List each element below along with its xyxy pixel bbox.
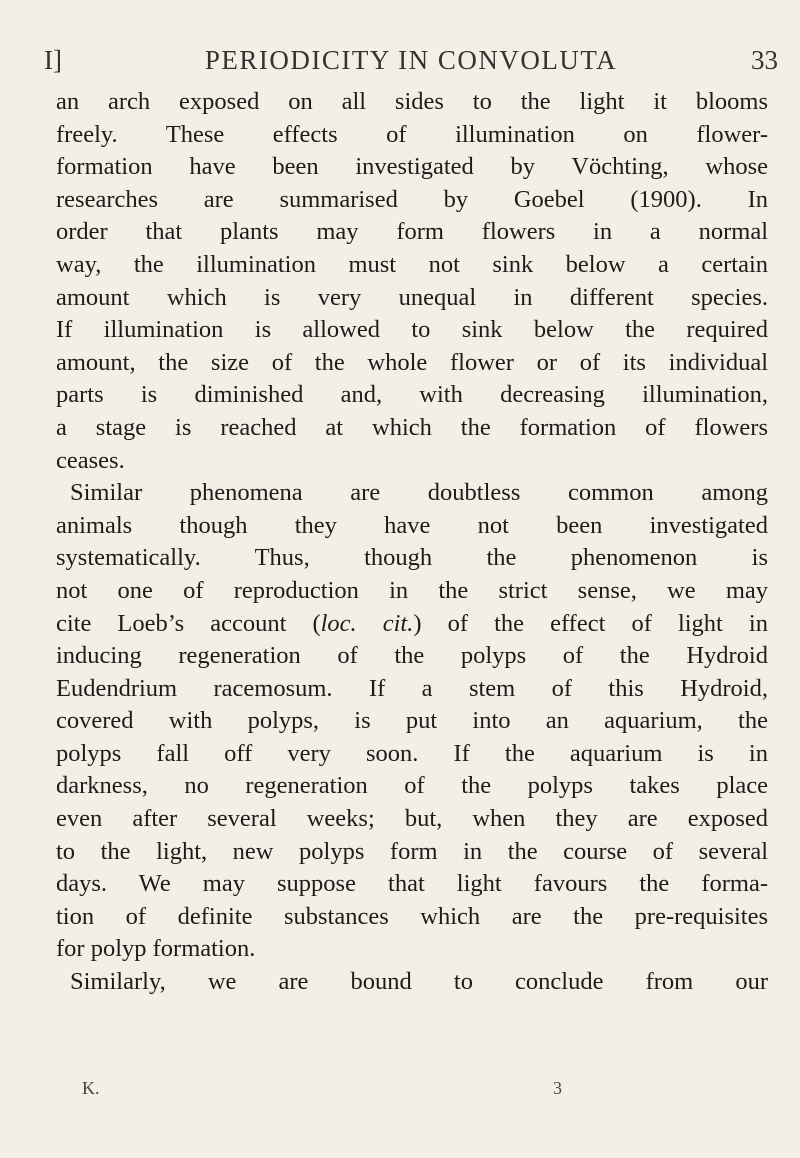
text-line: way, the illumination must not sink below a certain (56, 250, 768, 278)
text-line: Similar phenomena are doubtless common among (70, 479, 768, 507)
italic-citation: loc. cit. (320, 609, 414, 637)
text-line: Similarly, we are bound to conclude from our (70, 968, 768, 996)
text-line: even after several weeks; but, when they are exposed (56, 805, 768, 833)
text-line: covered with polyps, is put into an aquarium, the (56, 707, 768, 735)
text-line: Eudendrium racemosum. If a stem of this Hydroid, (56, 674, 768, 702)
page-footer (82, 1078, 562, 1108)
text-line: animals though they have not been investigated (56, 511, 768, 539)
page-number: 33 (751, 45, 778, 75)
text-line: darkness, no regeneration of the polyps takes place (56, 772, 768, 800)
text-line: a stage is reached at which the formation of flowers (56, 413, 768, 441)
text-line: parts is diminished and, with decreasing illumination, (56, 381, 768, 409)
text-line: systematically. Thus, though the phenomenon is (56, 544, 768, 572)
text-line: for polyp formation. (56, 935, 256, 963)
text-line: not one of reproduction in the strict sense, we may (56, 576, 768, 604)
text-line: order that plants may form flowers in a normal (56, 218, 768, 246)
chapter-number: I] (44, 45, 62, 75)
text-line: formation have been investigated by Vöchting, whose (56, 153, 768, 181)
text-line: ceases. (56, 446, 125, 474)
signature-number: 3 (553, 1078, 562, 1098)
text-line: amount, the size of the whole flower or of its individual (56, 348, 768, 376)
running-header (44, 40, 778, 80)
text-line: If illumination is allowed to sink below the required (56, 316, 768, 344)
text-line: polyps fall off very soon. If the aquarium is in (56, 739, 768, 767)
signature-mark: K. (82, 1078, 100, 1098)
text-line: an arch exposed on all sides to the light it blooms (56, 88, 768, 115)
text-fragment: ) of the effect of light in (413, 609, 768, 637)
text-line: amount which is very unequal in different species. (56, 283, 768, 311)
text-line: freely. These effects of illumination on flower- (56, 120, 768, 148)
text-line (56, 608, 768, 641)
text-line: days. We may suppose that light favours the forma- (56, 870, 768, 898)
text-fragment: cite Loeb’s account ( (56, 609, 321, 637)
running-title: PERIODICITY IN CONVOLUTA (204, 45, 618, 75)
body-text (56, 86, 768, 999)
text-line: researches are summarised by Goebel (1900). In (56, 185, 768, 213)
text-line: tion of definite substances which are the pre-requisites (56, 902, 768, 930)
text-line: to the light, new polyps form in the course of several (56, 837, 768, 865)
text-line: inducing regeneration of the polyps of the Hydroid (56, 642, 768, 670)
